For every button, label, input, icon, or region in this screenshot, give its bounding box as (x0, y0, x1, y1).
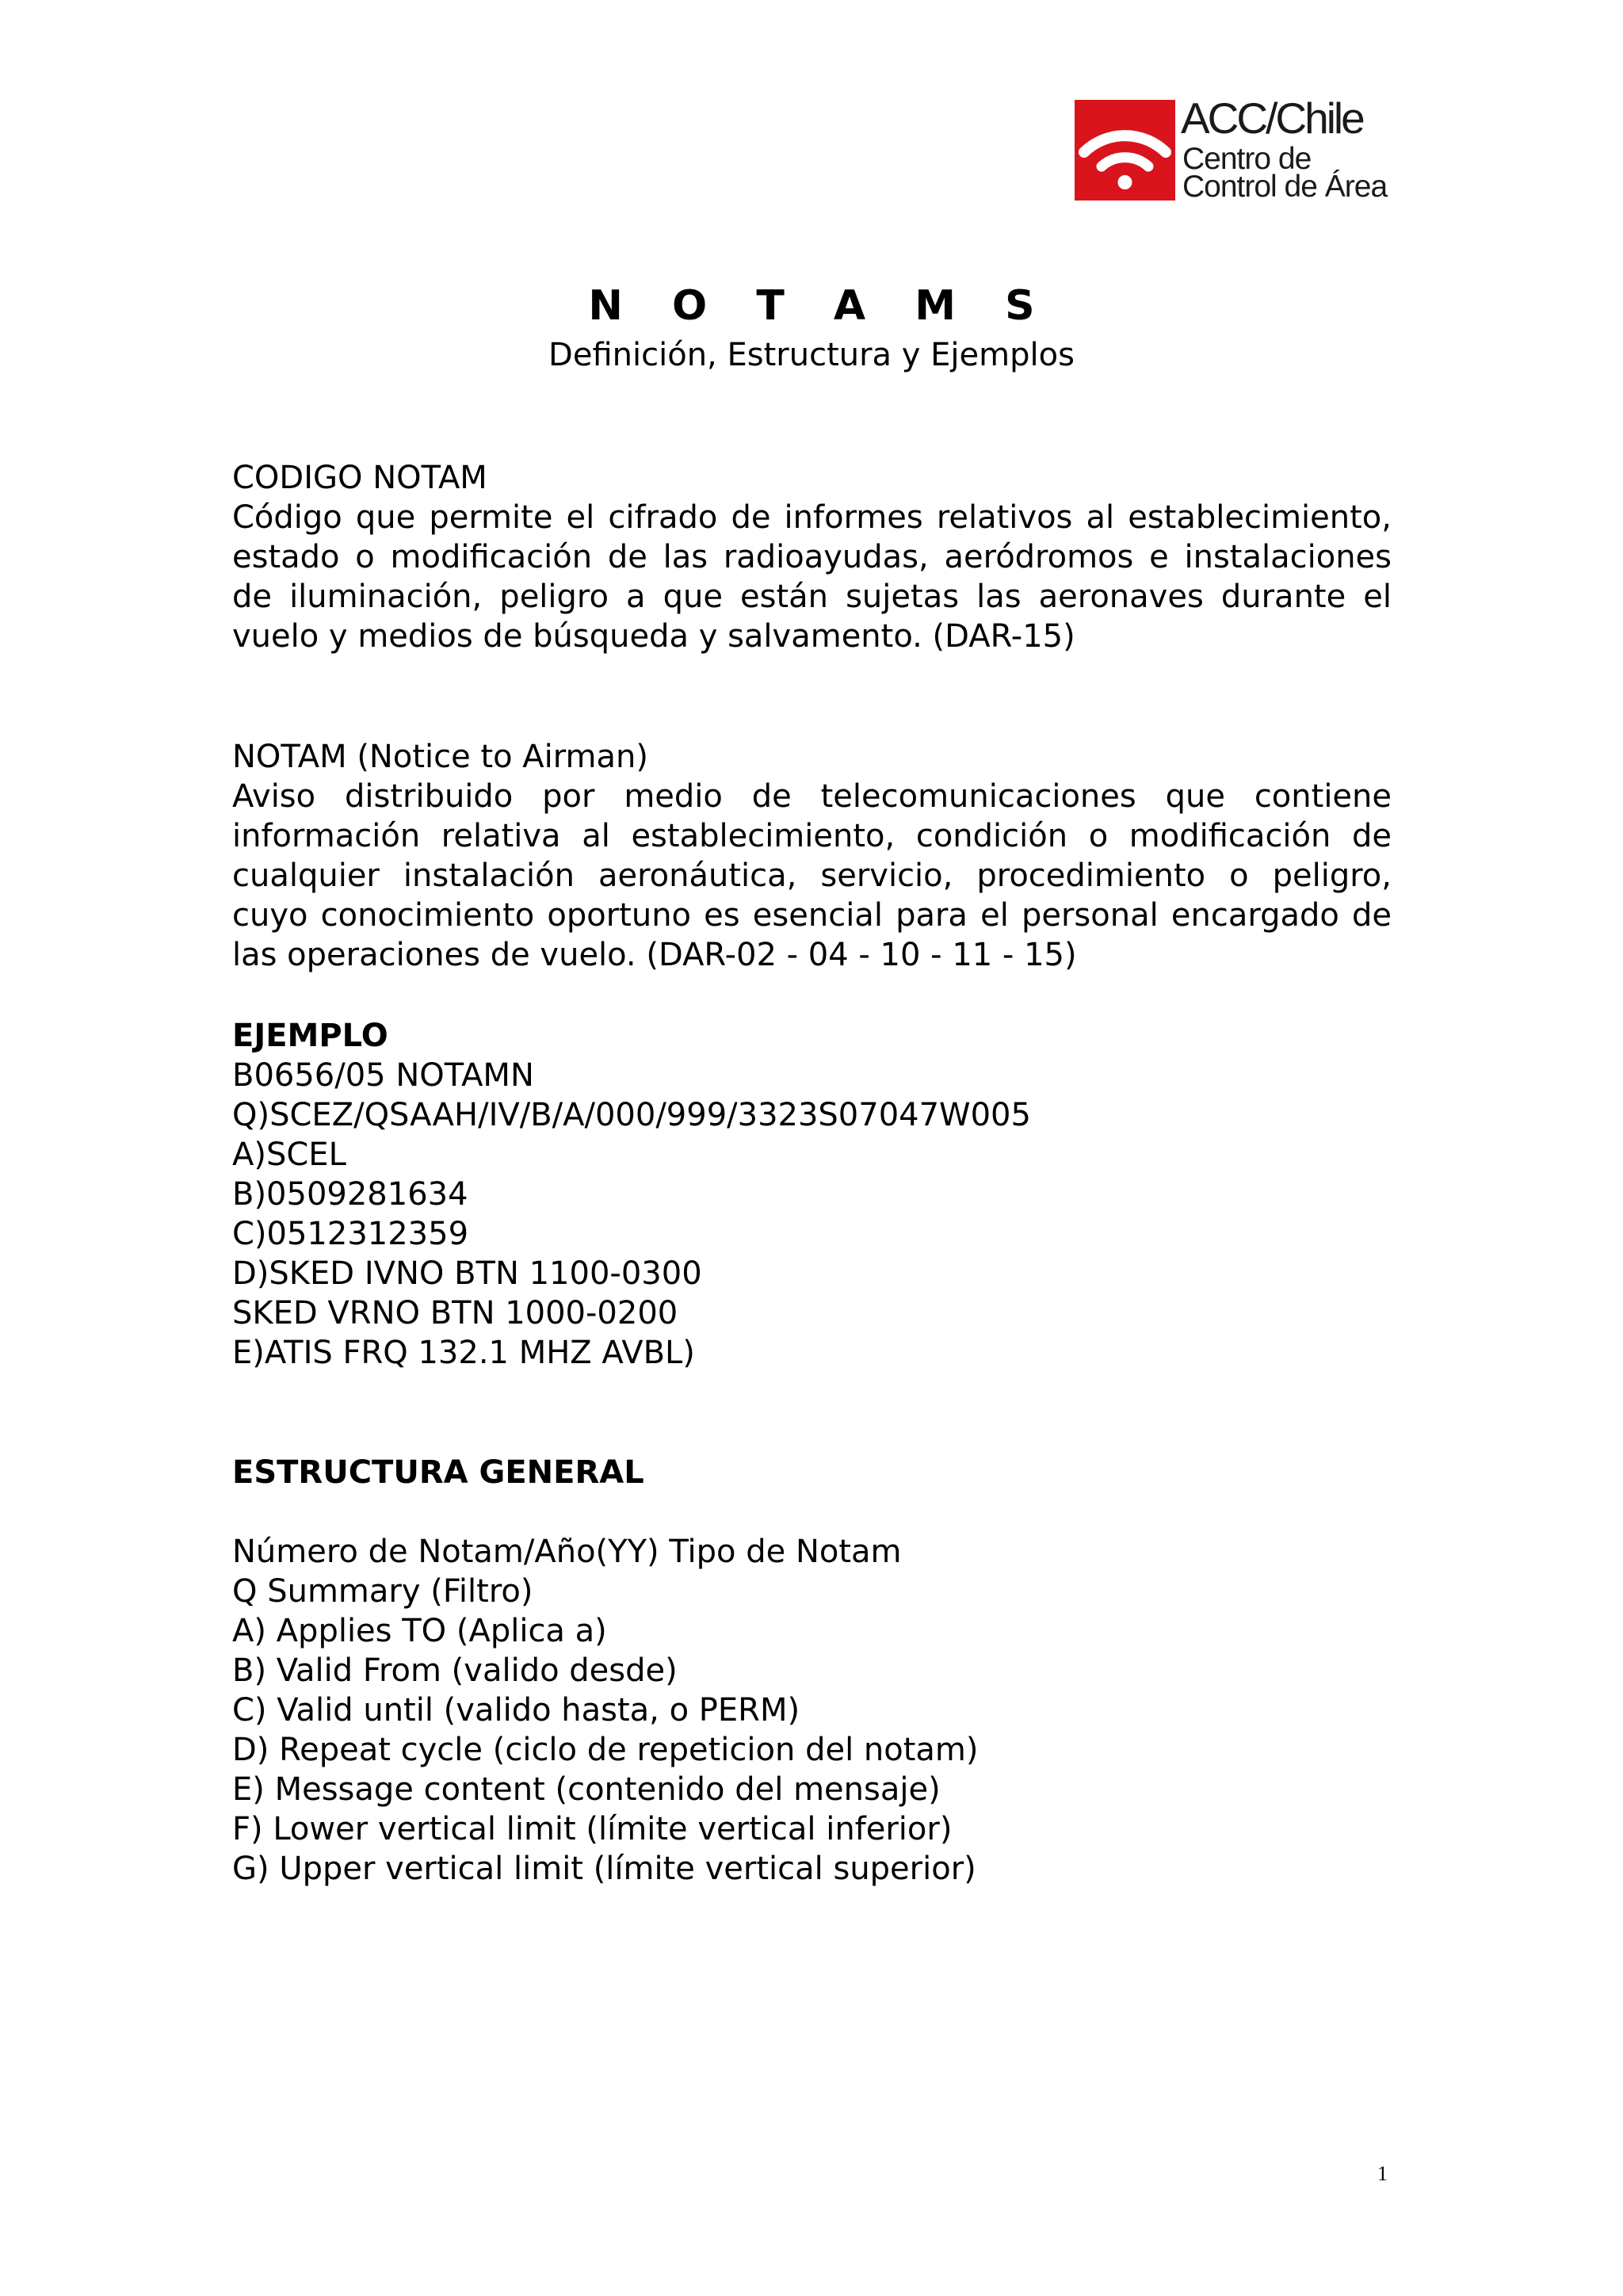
codigo-notam-section (232, 458, 1392, 656)
ejemplo-line: D)SKED IVNO BTN 1100-0300 (232, 1255, 702, 1292)
codigo-notam-definition: Código que permite el cifrado de informes relativos al establecimiento, estado o modificación de las radioayudas, aeródromos e instalaciones de iluminación, peligro a que están sujetas las aeronaves durante el vuelo y medios de búsqueda y salvamento. (DAR-15) (232, 499, 1392, 655)
estructura-heading-block (232, 1453, 1392, 1492)
estructura-section (232, 1532, 1392, 1889)
ejemplo-line: C)0512312359 (232, 1216, 469, 1252)
estructura-line: D) Repeat cycle (ciclo de repeticion del notam) (232, 1732, 979, 1768)
notam-definition: Aviso distribuido por medio de telecomunicaciones que contiene información relativa al establecimiento, condición o modificación de cualquier instalación aeronáutica, servicio, procedimiento o peligro, cuyo conocimiento oportuno es esencial para el personal encargado de las operaciones de vuelo. (DAR-02 - 04 - 10 - 11 - 15) (232, 778, 1392, 973)
page-number: 1 (1377, 2162, 1388, 2185)
ejemplo-line: E)ATIS FRQ 132.1 MHZ AVBL) (232, 1335, 695, 1371)
estructura-line: C) Valid until (valido hasta, o PERM) (232, 1692, 800, 1729)
ejemplo-line: Q)SCEZ/QSAAH/IV/B/A/000/999/3323S07047W005 (232, 1097, 1031, 1133)
logo-subtitle-line1: Centro de (1182, 142, 1312, 176)
document-subtitle: Definición, Estructura y Ejemplos (548, 337, 1075, 373)
codigo-notam-heading: CODIGO NOTAM (232, 460, 487, 496)
ejemplo-line: SKED VRNO BTN 1000-0200 (232, 1295, 678, 1331)
acc-chile-logo (1075, 94, 1392, 204)
ejemplo-line: A)SCEL (232, 1137, 346, 1173)
estructura-line: E) Message content (contenido del mensaje) (232, 1771, 941, 1808)
estructura-heading: ESTRUCTURA GENERAL (232, 1454, 644, 1491)
estructura-line: B) Valid From (valido desde) (232, 1652, 678, 1689)
estructura-line: F) Lower vertical limit (límite vertical inferior) (232, 1811, 953, 1847)
logo-title: ACC/Chile (1181, 94, 1363, 143)
ejemplo-line: B)0509281634 (232, 1176, 468, 1213)
ejemplo-section (232, 1016, 1392, 1373)
wifi-signal-icon (1075, 100, 1175, 201)
ejemplo-line: B0656/05 NOTAMN (232, 1057, 534, 1094)
notam-section (232, 737, 1392, 975)
estructura-line: Q Summary (Filtro) (232, 1573, 533, 1610)
notam-heading: NOTAM (Notice to Airman) (232, 739, 648, 775)
estructura-line: Número de Notam/Año(YY) Tipo de Notam (232, 1534, 902, 1570)
logo-subtitle-line2: Control de Área (1182, 170, 1388, 204)
estructura-line: A) Applies TO (Aplica a) (232, 1613, 607, 1649)
estructura-line: G) Upper vertical limit (límite vertical superior) (232, 1851, 976, 1887)
ejemplo-heading: EJEMPLO (232, 1018, 388, 1054)
document-title: N O T A M S (588, 282, 1052, 330)
